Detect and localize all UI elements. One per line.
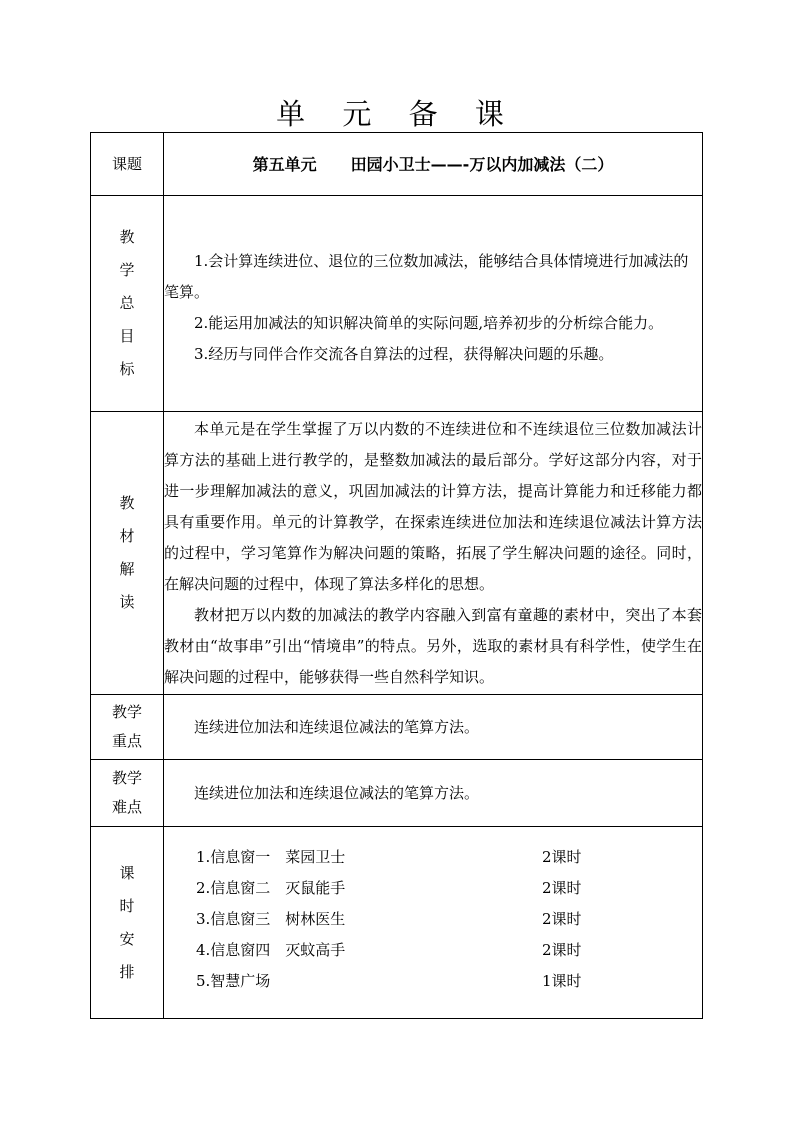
schedule-item-hours: 2课时 bbox=[542, 848, 582, 866]
lesson-plan-table bbox=[90, 132, 703, 1019]
topic-row bbox=[91, 133, 703, 196]
schedule-item-name: 2.信息窗二 灭鼠能手 bbox=[196, 879, 346, 897]
schedule-item-name: 3.信息窗三 树林医生 bbox=[196, 910, 346, 928]
difficulties-cell bbox=[164, 760, 703, 827]
goals-cell bbox=[164, 196, 703, 412]
goal-item: 2.能运用加减法的知识解决简单的实际问题,培养初步的分析综合能力。 bbox=[194, 313, 664, 332]
schedule-item-name: 5.智慧广场 bbox=[196, 972, 271, 990]
difficulties-row bbox=[91, 760, 703, 827]
material-cell bbox=[164, 412, 703, 695]
schedule-label-char: 排 bbox=[119, 962, 135, 981]
goals-label-char: 目 bbox=[119, 327, 135, 345]
schedule-item bbox=[196, 966, 702, 997]
keypoints-label-line: 重点 bbox=[111, 732, 142, 750]
goals-row bbox=[91, 196, 703, 412]
material-paragraph: 教材把万以内数的加减法的教学内容融入到富有童趣的素材中，突出了本套教材由“故事串”引出“情境串”的特点。另外，选取的素材具有科学性，使学生在解决问题的过程中，能够获得一些自然科学知识。 bbox=[164, 605, 702, 686]
material-label-char: 材 bbox=[119, 527, 135, 545]
schedule-label bbox=[91, 827, 164, 1019]
page-title: 单 元 备 课 bbox=[276, 97, 518, 131]
material-label-char: 读 bbox=[119, 593, 135, 611]
difficulties-label-line: 教学 bbox=[111, 769, 142, 787]
material-label-char: 教 bbox=[119, 494, 135, 512]
schedule-item-hours: 2课时 bbox=[542, 879, 582, 897]
material-label-char: 解 bbox=[119, 560, 135, 578]
material-row bbox=[91, 412, 703, 695]
topic-name: 田园小卫士——-万以内加减法（二） bbox=[350, 154, 614, 174]
goals-label-char: 教 bbox=[119, 228, 135, 246]
schedule-label-char: 课 bbox=[119, 863, 135, 882]
keypoints-text: 连续进位加法和连续退位减法的笔算方法。 bbox=[194, 717, 480, 736]
goals-label bbox=[91, 196, 164, 412]
topic-label: 课题 bbox=[91, 133, 164, 196]
schedule-item-hours: 2课时 bbox=[542, 910, 582, 928]
schedule-row bbox=[91, 827, 703, 1019]
unit-name: 第五单元 bbox=[252, 154, 317, 174]
difficulties-text: 连续进位加法和连续退位减法的笔算方法。 bbox=[194, 783, 480, 802]
goals-label-char: 总 bbox=[119, 294, 135, 312]
schedule-item bbox=[196, 935, 702, 966]
keypoints-label bbox=[91, 695, 164, 760]
schedule-item-name: 4.信息窗四 灭蚊高手 bbox=[196, 941, 346, 959]
difficulties-label bbox=[91, 760, 164, 827]
schedule-item bbox=[196, 873, 702, 904]
schedule-item bbox=[196, 842, 702, 873]
goal-item: 1.会计算连续进位、退位的三位数加减法，能够结合具体情境进行加减法的笔算。 bbox=[164, 251, 689, 301]
schedule-item bbox=[196, 904, 702, 935]
schedule-cell bbox=[164, 827, 703, 1019]
schedule-item-hours: 2课时 bbox=[542, 941, 582, 959]
schedule-item-hours: 1课时 bbox=[542, 972, 582, 990]
schedule-item-name: 1.信息窗一 菜园卫士 bbox=[196, 848, 346, 866]
difficulties-label-line: 难点 bbox=[111, 798, 142, 816]
goal-item: 3.经历与同伴合作交流各自算法的过程，获得解决问题的乐趣。 bbox=[194, 344, 614, 363]
schedule-label-char: 安 bbox=[119, 929, 135, 948]
topic-cell bbox=[164, 133, 703, 196]
keypoints-row bbox=[91, 695, 703, 760]
schedule-label-char: 时 bbox=[119, 896, 135, 915]
keypoints-cell bbox=[164, 695, 703, 760]
material-paragraph: 本单元是在学生掌握了万以内数的不连续进位和不连续退位三位数加减法计算方法的基础上进行教学的，是整数加减法的最后部分。学好这部分内容，对于进一步理解加减法的意义，巩固加减法的计算方法，提高计算能力和迁移能力都具有重要作用。单元的计算教学，在探索连续进位加法和连续退位减法计算方法的过程中，学习笔算作为解决问题的策略，拓展了学生解决问题的途径。同时，在解决问题的过程中，体现了算法多样化的思想。 bbox=[164, 419, 702, 593]
goals-label-char: 学 bbox=[119, 261, 135, 279]
goals-label-char: 标 bbox=[119, 360, 135, 378]
material-label bbox=[91, 412, 164, 695]
keypoints-label-line: 教学 bbox=[111, 703, 142, 721]
